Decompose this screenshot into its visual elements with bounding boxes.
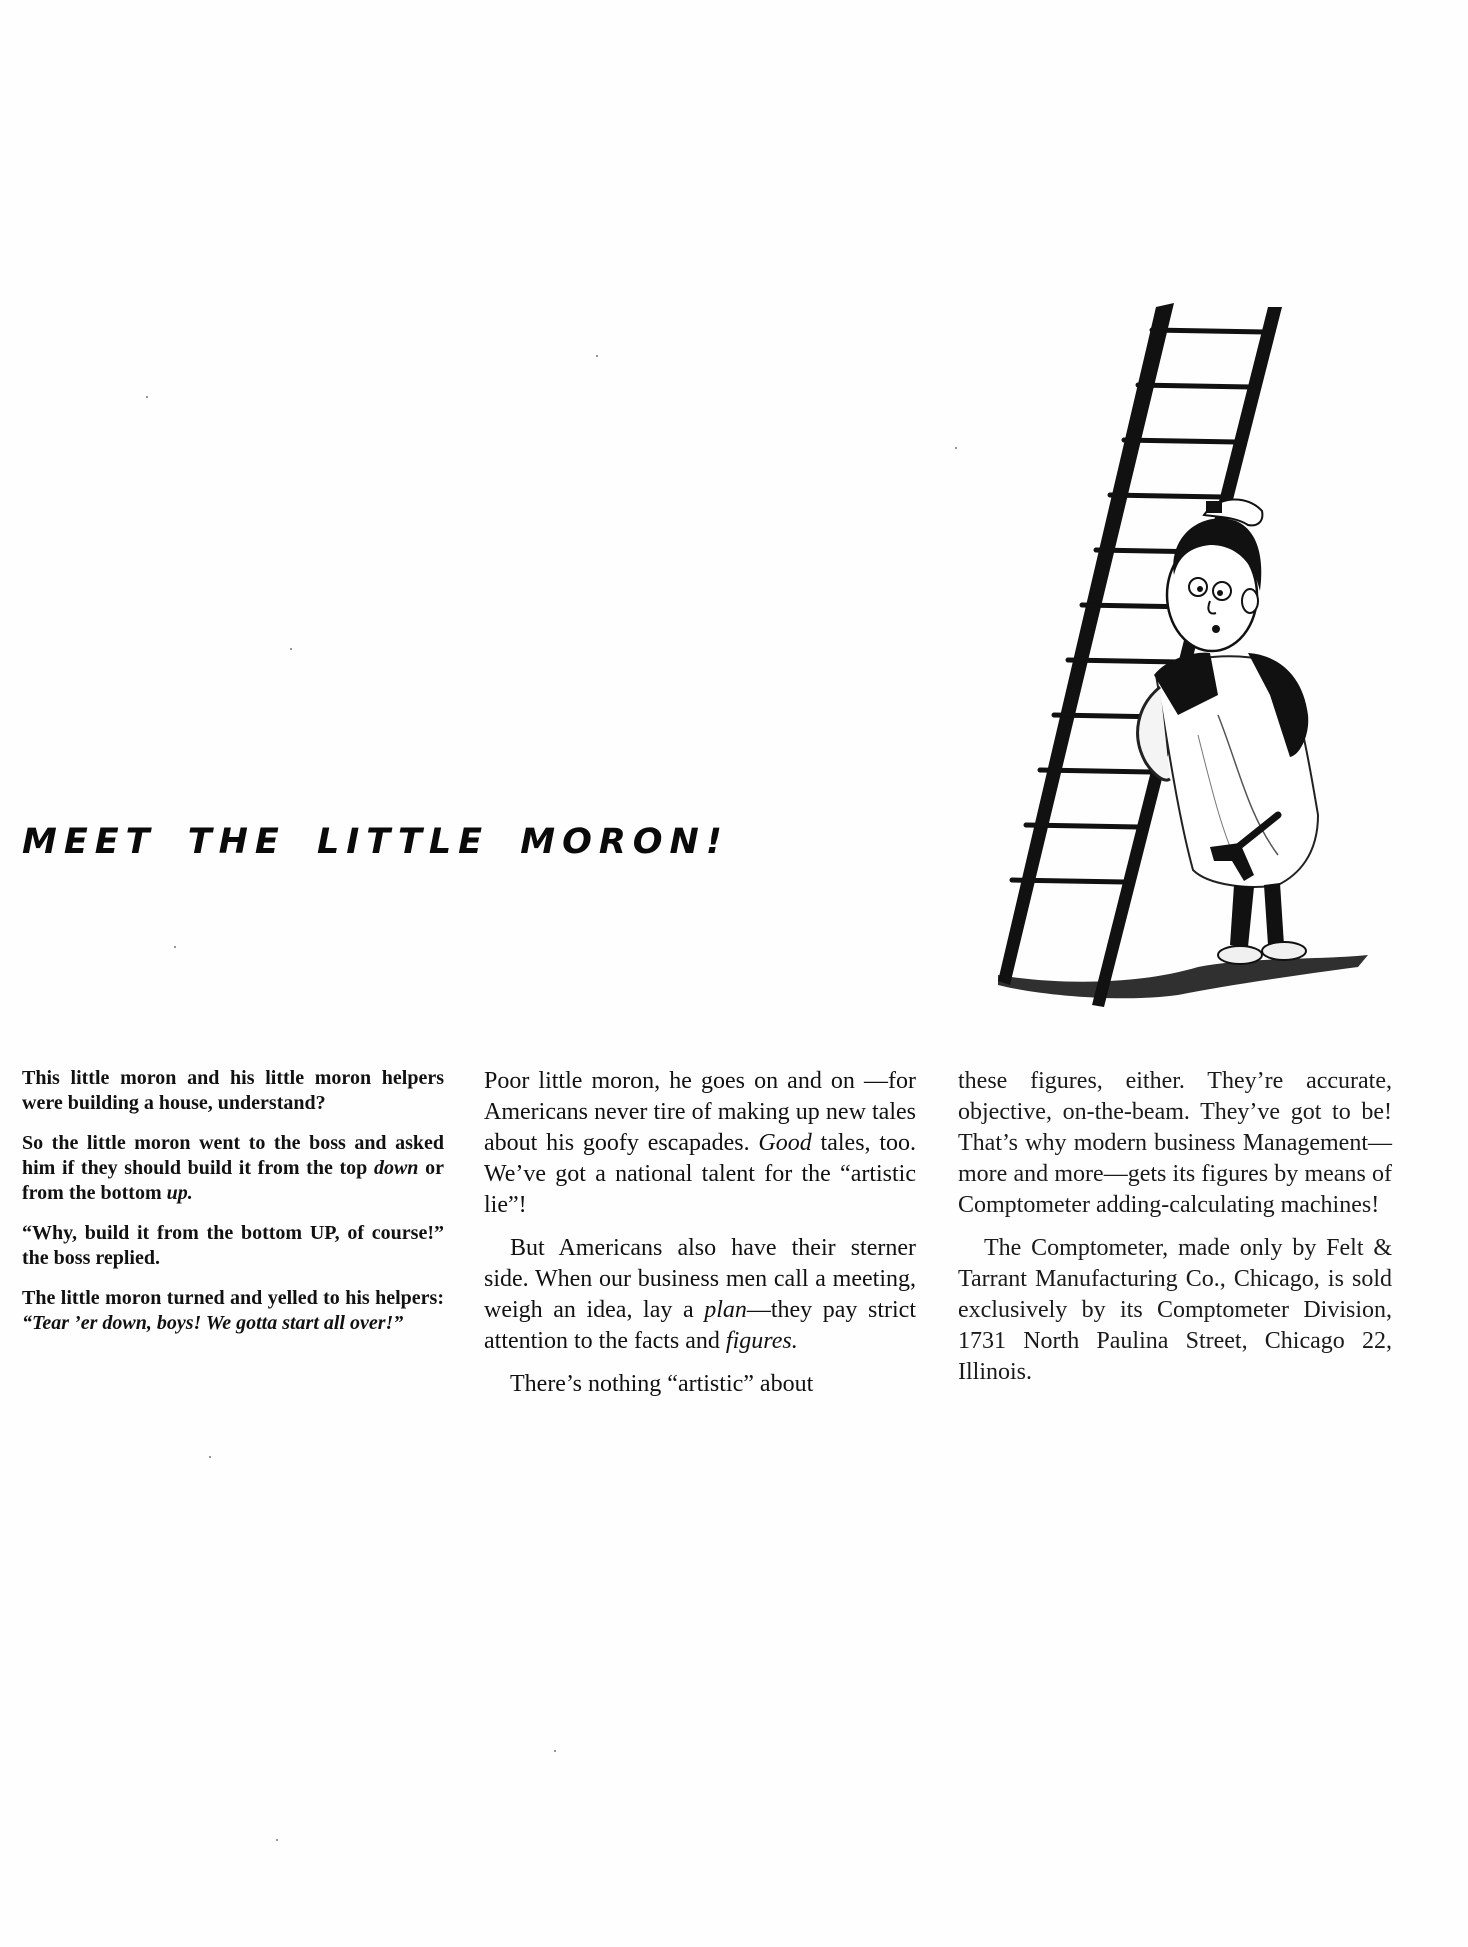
right-paragraph-text: these figures, either. They’re accurate, objective, on-the-beam. They’ve got to be! That’s why modern business Management—more and more—gets its figures by means of Comptometer adding-calculating machines! bbox=[958, 1068, 1392, 1218]
scan-speck bbox=[955, 447, 957, 449]
middle-paragraph bbox=[484, 1066, 916, 1221]
scan-speck bbox=[290, 648, 292, 650]
middle-paragraph-text: Poor little moron, he goes on and on —for Americans never tire of making up new tales about his goofy escapades. bbox=[484, 1068, 916, 1156]
left-paragraph-text: This little moron and his little moron helpers were building a house, understand? bbox=[22, 1067, 444, 1114]
middle-paragraph-emphasis: plan bbox=[704, 1297, 747, 1323]
left-paragraph bbox=[22, 1221, 444, 1271]
scan-speck bbox=[174, 946, 176, 948]
middle-column bbox=[484, 1066, 916, 1412]
scan-speck bbox=[146, 396, 148, 398]
left-paragraph-emphasis: down bbox=[373, 1157, 419, 1179]
scan-speck bbox=[209, 1456, 211, 1458]
left-paragraph-emphasis: “Tear ’er down, boys! We gotta start all over!” bbox=[22, 1312, 404, 1334]
headline: MEET THE LITTLE MORON! bbox=[22, 822, 729, 862]
right-paragraph-text: The Comptometer, made only by Felt & Tarrant Manufacturing Co., Chicago, is sold exclusively by its Comptometer Division, 1731 North Paulina Street, Chicago 22, Illinois. bbox=[958, 1235, 1392, 1385]
left-paragraph bbox=[22, 1131, 444, 1206]
middle-paragraph bbox=[484, 1233, 916, 1357]
right-paragraph bbox=[958, 1233, 1392, 1388]
left-paragraph-text: The little moron turned and yelled to his helpers: bbox=[22, 1287, 444, 1309]
left-paragraph-emphasis: up. bbox=[166, 1182, 193, 1204]
middle-paragraph bbox=[484, 1369, 916, 1400]
middle-paragraph-emphasis: figures. bbox=[725, 1328, 798, 1354]
middle-paragraph-text: But Americans also have their sterner side. When our business men call a meeting, weigh an idea, lay a bbox=[484, 1235, 916, 1323]
scan-speck bbox=[554, 1750, 556, 1752]
left-column bbox=[22, 1066, 444, 1351]
middle-paragraph-emphasis: Good bbox=[758, 1130, 812, 1156]
scan-speck bbox=[276, 1839, 278, 1841]
right-column bbox=[958, 1066, 1392, 1400]
right-paragraph bbox=[958, 1066, 1392, 1221]
left-paragraph-text: So the little moron went to the boss and asked him if they should build it from the top bbox=[22, 1132, 444, 1179]
left-paragraph bbox=[22, 1066, 444, 1116]
left-paragraph-text: or from the bottom bbox=[22, 1157, 444, 1204]
middle-paragraph-text: —they pay strict attention to the facts and bbox=[484, 1297, 916, 1354]
scan-speck bbox=[596, 355, 598, 357]
moron-with-ladder-illustration bbox=[978, 295, 1398, 1035]
left-paragraph bbox=[22, 1286, 444, 1336]
left-paragraph-text: “Why, build it from the bottom UP, of course!” the boss replied. bbox=[22, 1222, 444, 1269]
middle-paragraph-text: There’s nothing “artistic” about bbox=[510, 1371, 814, 1397]
middle-paragraph-text: tales, too. We’ve got a national talent for the “artistic lie”! bbox=[484, 1130, 916, 1218]
